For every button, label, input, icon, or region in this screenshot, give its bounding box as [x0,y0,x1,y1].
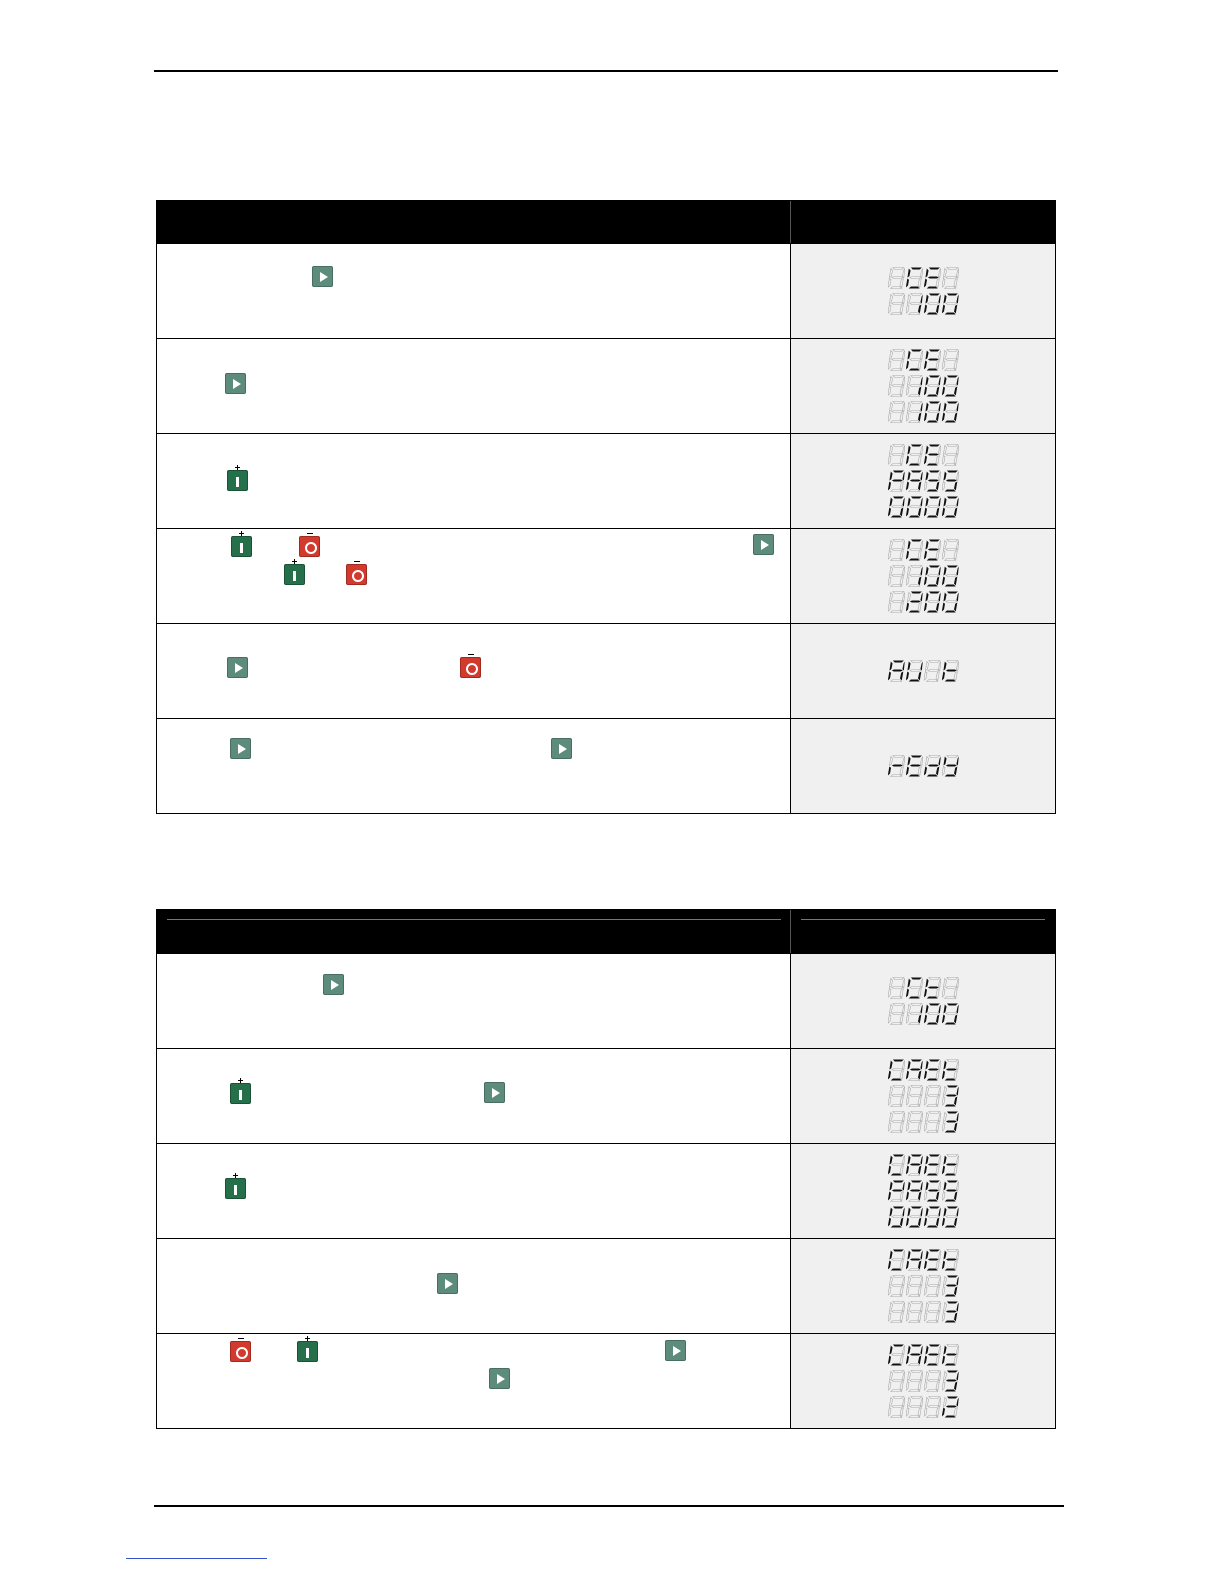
lcd-display [791,1334,1055,1428]
lcd-display [791,339,1055,433]
lcd-digit [906,1179,923,1203]
lcd-digit [906,976,923,1000]
lcd-digit [906,400,923,424]
lcd-digit [906,1395,923,1419]
lcd-display [791,624,1055,718]
lcd-digit [888,1002,905,1026]
lcd-line [888,753,959,779]
table-row [157,1048,1055,1143]
table-row [157,623,1055,718]
lcd-digit [942,495,959,519]
lcd-digit [924,976,941,1000]
lcd-digit [888,374,905,398]
lcd-line [888,1109,959,1135]
lcd-digit [924,564,941,588]
up-icon [297,1341,318,1362]
table-header [157,910,1055,953]
lcd-line [888,494,959,520]
play-icon [551,738,572,759]
lcd-line [888,1152,959,1178]
lcd-digit [924,754,941,778]
lcd-digit [942,754,959,778]
procedure-table-2 [156,909,1056,1429]
lcd-digit [942,1205,959,1229]
lcd-digit [924,292,941,316]
lcd-digit [942,1300,959,1324]
lcd-line [888,1083,959,1109]
lcd-line [888,1368,959,1394]
lcd-line [888,563,959,589]
down-icon [230,1341,251,1362]
table-row [157,528,1055,623]
play-icon [225,373,246,394]
lcd-digit [924,1058,941,1082]
lcd-line [888,291,959,317]
lcd-display [791,244,1055,338]
play-icon [227,657,248,678]
lcd-digit [888,348,905,372]
lcd-digit [888,659,905,683]
lcd-digit [888,1205,905,1229]
lcd-digit [888,538,905,562]
lcd-digit [906,1110,923,1134]
play-icon [323,974,344,995]
lcd-display [791,954,1055,1048]
lcd-line [888,658,959,684]
lcd-digit [888,400,905,424]
lcd-digit [906,1369,923,1393]
down-icon [346,564,367,585]
lcd-line [888,1273,959,1299]
lcd-display [791,529,1055,623]
lcd-digit [906,495,923,519]
lcd-digit [888,495,905,519]
lcd-digit [888,1058,905,1082]
up-icon [225,1178,246,1199]
lcd-digit [906,1343,923,1367]
lcd-digit [924,1395,941,1419]
lcd-line [888,1247,959,1273]
lcd-digit [942,1274,959,1298]
lcd-digit [924,374,941,398]
lcd-line [888,265,959,291]
lcd-display [791,434,1055,528]
up-icon [230,1083,251,1104]
lcd-line [888,468,959,494]
lcd-digit [906,1205,923,1229]
lcd-digit [924,1343,941,1367]
lcd-digit [906,443,923,467]
footer-link-underline [126,1558,267,1559]
table-row [157,1333,1055,1428]
lcd-digit [906,292,923,316]
lcd-line [888,1204,959,1230]
lcd-digit [942,590,959,614]
lcd-line [888,1394,959,1420]
table-row [157,338,1055,433]
play-icon [312,266,333,287]
lcd-digit [942,1369,959,1393]
lcd-digit [888,292,905,316]
lcd-digit [924,1179,941,1203]
lcd-digit [942,976,959,1000]
up-icon [227,470,248,491]
lcd-digit [942,1002,959,1026]
lcd-digit [888,1343,905,1367]
table-row [157,1238,1055,1333]
table-row [157,718,1055,813]
lcd-digit [906,266,923,290]
lcd-digit [942,538,959,562]
lcd-digit [942,374,959,398]
lcd-digit [942,348,959,372]
lcd-digit [906,538,923,562]
lcd-line [888,1299,959,1325]
lcd-digit [924,1369,941,1393]
lcd-digit [906,469,923,493]
lcd-digit [888,1084,905,1108]
lcd-digit [906,564,923,588]
lcd-line [888,442,959,468]
lcd-digit [888,590,905,614]
lcd-digit [906,659,923,683]
lcd-digit [888,1300,905,1324]
lcd-digit [942,1110,959,1134]
lcd-digit [906,1084,923,1108]
lcd-digit [924,266,941,290]
lcd-digit [924,1205,941,1229]
down-icon [460,657,481,678]
footer-rule [154,1505,1064,1507]
lcd-digit [906,348,923,372]
lcd-digit [942,400,959,424]
lcd-digit [906,590,923,614]
lcd-digit [924,469,941,493]
lcd-digit [942,469,959,493]
lcd-digit [924,1248,941,1272]
lcd-line [888,975,959,1001]
lcd-digit [888,754,905,778]
lcd-digit [942,564,959,588]
lcd-digit [942,1395,959,1419]
table-row [157,243,1055,338]
lcd-digit [924,590,941,614]
lcd-digit [888,1248,905,1272]
lcd-digit [888,1179,905,1203]
lcd-digit [888,1274,905,1298]
up-icon [231,536,252,557]
lcd-digit [924,1110,941,1134]
lcd-digit [942,1058,959,1082]
play-icon [484,1082,505,1103]
lcd-digit [942,659,959,683]
play-icon [230,738,251,759]
lcd-digit [924,400,941,424]
procedure-table-1 [156,200,1056,814]
table-header [157,201,1055,243]
lcd-digit [906,1300,923,1324]
lcd-digit [942,1343,959,1367]
lcd-digit [888,976,905,1000]
lcd-digit [924,1084,941,1108]
lcd-digit [888,469,905,493]
play-icon [489,1368,510,1389]
lcd-digit [942,292,959,316]
lcd-digit [924,1300,941,1324]
lcd-digit [906,374,923,398]
lcd-digit [888,1153,905,1177]
lcd-line [888,399,959,425]
lcd-digit [906,754,923,778]
lcd-digit [906,1274,923,1298]
play-icon [665,1340,686,1361]
lcd-digit [888,1110,905,1134]
lcd-display [791,1239,1055,1333]
lcd-digit [924,443,941,467]
lcd-digit [924,659,941,683]
lcd-digit [942,1248,959,1272]
lcd-display [791,1049,1055,1143]
up-icon [284,564,305,585]
lcd-digit [906,1002,923,1026]
lcd-digit [942,1084,959,1108]
lcd-digit [942,443,959,467]
lcd-line [888,373,959,399]
lcd-line [888,589,959,615]
lcd-digit [924,1274,941,1298]
play-icon [753,534,774,555]
table-row [157,433,1055,528]
lcd-digit [906,1058,923,1082]
lcd-line [888,347,959,373]
lcd-digit [888,1369,905,1393]
lcd-digit [924,348,941,372]
play-icon [437,1273,458,1294]
header-rule [154,70,1058,72]
lcd-display [791,719,1055,813]
lcd-digit [906,1248,923,1272]
lcd-digit [888,443,905,467]
lcd-line [888,1342,959,1368]
lcd-digit [924,495,941,519]
lcd-digit [888,1395,905,1419]
lcd-display [791,1144,1055,1238]
lcd-line [888,1178,959,1204]
lcd-digit [888,266,905,290]
lcd-digit [924,1153,941,1177]
lcd-digit [888,564,905,588]
lcd-digit [924,538,941,562]
lcd-digit [942,1179,959,1203]
lcd-digit [924,1002,941,1026]
down-icon [299,536,320,557]
lcd-line [888,537,959,563]
lcd-digit [942,266,959,290]
lcd-digit [906,1153,923,1177]
table-row [157,953,1055,1048]
table-row [157,1143,1055,1238]
lcd-digit [942,1153,959,1177]
lcd-line [888,1001,959,1027]
lcd-line [888,1057,959,1083]
